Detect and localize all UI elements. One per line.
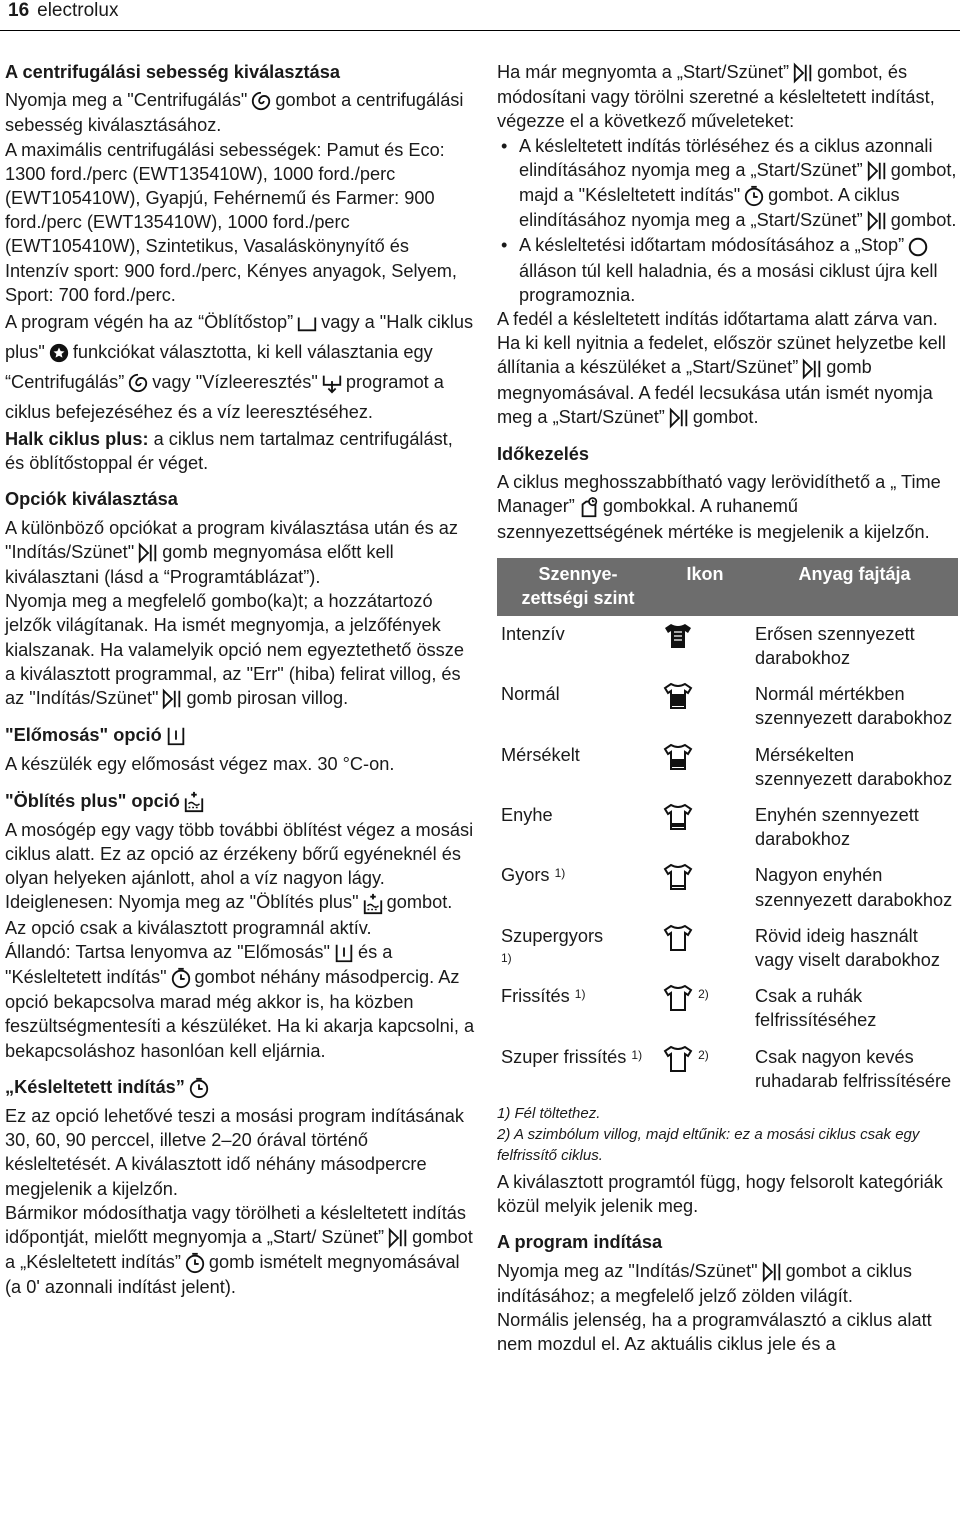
delay-paragraph-1: Ez az opció lehetővé teszi a mosási program indításának 30, 60, 90 perccel, illetve 2–20 órával történő késleltetését. A kiválasztott idő néhány másodpercre megjelenik a kijelzőn. [5,1105,464,1199]
rinse-plus-paragraph-3: Állandó: Tartsa lenyomva az "Előmosás" és a "Késleltetett indítás" gombot néhány másodpercig. Az opció bekapcsolva marad még akkor is, ha közben feszültségmentesíti a készüléket. Ha ki akarja kapcsolni, a bekapcsoláshoz hasonlóan kell eljárnia. [5,941,475,1061]
rinse-plus-paragraph-2: Ideiglenesen: Nyomja meg az "Öblítés plus" gombot. Az opció csak a kiválasztott programnál aktív. [5,892,453,938]
spin-paragraph-2: A maximális centrifugálási sebességek: Pamut és Eco: 1300 ford./perc (EWT135410W), 1000 ford./perc (EWT105410W), Gyapjú, Fehérnemű és Farmer: 900 ford./perc (EWT135410W), 1000 ford./perc (EWT105410W), Szintetikus, Vasaláskönynyítő és Intenzív sport: 900 ford./perc, Kényes anyagok, Selyem, Sport: 700 ford./perc. [5,139,457,305]
table-footnotes [497,1103,958,1166]
table-row: Normál Normál mértékben szennyezett darabokhoz [501,684,953,729]
start-pause-icon [866,209,888,233]
spin-icon [127,371,149,395]
rinse-plus-icon [362,892,384,916]
spin-paragraph-4: Halk ciklus plus: a ciklus nem tartalmaz centrifugálást, és öblítőstoppal ér véget. [5,429,453,474]
category-paragraph: A kiválasztott programtól függ, hogy felsorolt kategóriák közül melyik jelenik meg. [497,1171,943,1217]
program-start-paragraph-2: Normális jelenség, ha a programválasztó a ciklus alatt nem mozdul el. Az aktuális ciklus jele és a [497,1309,932,1355]
table-row: Mérsékelt Mérsékelten szennyezett darabokhoz [501,744,953,789]
delay-start-icon [170,966,192,990]
start-pause-icon [866,159,888,183]
header-rule [0,30,960,31]
prewash-icon [165,724,187,748]
left-column [5,60,475,1300]
table-header-icon: Ikon [659,558,751,616]
prewash-icon [333,941,355,965]
time-manager-icon [578,496,600,520]
program-start-paragraph-1: Nyomja meg az "Indítás/Szünet" gombot a ciklus indításához; a megfelelő jelző zölden világít. [497,1260,912,1306]
table-row: Enyhe Enyhén szennyezett darabokhoz [501,804,919,850]
time-manager-paragraph: A ciklus meghosszabbítható vagy lerövidíthető a „ Time Manager” gombokkal. A ruhanemű szennyezettségének mértéke is megjelenik a kijelzőn. [497,472,941,542]
start-pause-icon [161,687,183,711]
prewash-heading: "Előmosás" opció [5,723,475,748]
list-item: • A késleltetési időtartam módosításához a „Stop” álláson túl kell haladnia, és a mosási ciklust újra kell programoznia. [497,233,958,307]
start-pause-icon [801,357,823,381]
table-header-level: Szennye- zettségi szint [497,558,659,616]
table-header-type: Anyag fajtája [751,558,958,616]
page-number: 16 [8,0,30,21]
night-cycle-icon [48,341,70,365]
footnote-1: 1) Fél töltethez. [497,1104,601,1122]
table-row: Intenzív Erősen szennyezett darabokhoz [501,623,915,668]
prewash-paragraph: A készülék egy előmosást végez max. 30 °C-on. [5,754,395,775]
shirt-superquick-icon [663,924,693,952]
modify-delay-paragraph: Ha már megnyomta a „Start/Szünet” gombot, és módosítani vagy törölni szeretné a késleltetett indítást, végezze el a következő műveleteket: [497,62,935,132]
rinse-plus-heading: "Öblítés plus" opció [5,789,475,814]
delay-start-icon [743,184,765,208]
rinse-hold-icon [296,311,318,335]
options-heading: Opciók kiválasztása [5,489,178,510]
shirt-refresh-icon [663,984,693,1012]
modify-delay-list [497,134,958,307]
time-manager-heading: Időkezelés [497,443,589,464]
options-paragraph-2: Nyomja meg a megfelelő gombo(ka)t; a hozzátartozó jelzők világítanak. Ha ismét megnyomja, a jelzőfények kialszanak. Ha valamelyik opció nem egyeztethető össze a kiválasztott programmal, az "Err" (hiba) felirat villog, és az "Indítás/Szünet" gomb pirosan villog. [5,589,475,711]
right-column [497,60,958,1356]
shirt-light-icon [663,803,693,831]
delay-start-icon [184,1251,206,1275]
shirt-intensive-icon [663,622,693,650]
shirt-quick-icon [663,863,693,891]
rinse-plus-icon [183,790,205,814]
delay-paragraph-2: Bármikor módosíthatja vagy törölheti a késleltetett indítás időpontját, mielőtt megnyomja a „Start/ Szünet” gombot a „Késleltetett indítás” gomb ismételt megnyomásával (a 0' azonnali indítást jelent). [5,1202,473,1298]
table-row: Szuper frissítés $^{1)}$ $^{2)}$ Csak nagyon kevés ruhadarab felfrissítésére [501,1046,952,1091]
delay-start-icon [188,1076,210,1100]
stop-icon [907,235,929,259]
start-pause-icon [761,1260,783,1284]
shirt-normal-icon [663,682,693,710]
shirt-medium-icon [663,743,693,771]
start-pause-icon [792,61,814,85]
spin-speed-heading: A centrifugálási sebesség kiválasztása [5,62,340,82]
soil-level-table [497,558,958,1099]
table-row: Frissítés $^{1)}$ $^{2)}$ Csak a ruhák felfrissítéséhez [501,986,877,1031]
spin-paragraph-3: A program végén ha az “Öblítőstop” vagy a "Halk ciklus plus" funkciókat választotta, ki kell választania egy “Centrifugálás” vagy "Vízleeresztés" programot a ciklus befejezéséhez és a víz leeresztéséhez. [5,312,474,423]
options-paragraph-1: A különböző opciókat a program kiválasztása után és az "Indítás/Szünet" gomb megnyomása előtt kell kiválasztani (lásd a “Programtáblázat”). [5,517,458,588]
start-pause-icon [668,406,690,430]
program-start-heading: A program indítása [497,1232,663,1253]
spin-paragraph-1: Nyomja meg a "Centrifugálás" gombot a centrifugálási sebesség kiválasztásához. [5,90,464,136]
list-item: • A késleltetett indítás törléséhez és a ciklus azonnali elindításához nyomja meg a „Start/Szünet” gombot, majd a "Késleltetett indítás" gombot. A ciklus elindításához nyomja meg a „Start/Szünet” gombot. [497,134,958,234]
delay-start-heading: „Késleltetett indítás” [5,1075,475,1100]
table-row: Gyors $^{1)}$ Nagyon enyhén szennyezett darabokhoz [501,865,953,910]
start-pause-icon [137,541,159,565]
table-row: Szupergyors $^{1)}$ Rövid ideig használt vagy viselt darabokhoz [501,925,941,970]
lid-paragraph: A fedél a késleltetett indítás időtartama alatt zárva van. Ha ki kell nyitnia a fedelet, először szünet helyzetbe kell állítania a készüléket a „Start/Szünet” gomb megnyomásával. A fedél lecsukása után ismét nyomja meg a „Start/Szünet” gombot. [497,307,958,430]
drain-icon [321,371,343,395]
start-pause-icon [387,1226,409,1250]
brand-name: electrolux [37,0,119,21]
rinse-plus-paragraph-1: A mosógép egy vagy több további öblítést végez a mosási ciklus alatt. Ez az opció az érzékeny bőrű egyéneknél és olyan helyeken ajánlott, ahol a víz nagyon lágy. [5,819,474,889]
shirt-superrefresh-icon [663,1045,693,1073]
spin-icon [250,89,272,113]
page-header [8,0,118,24]
footnote-2: 2) A szimbólum villog, majd eltűnik: ez a mosási ciklus csak egy felfrissítő ciklus. [497,1125,920,1164]
